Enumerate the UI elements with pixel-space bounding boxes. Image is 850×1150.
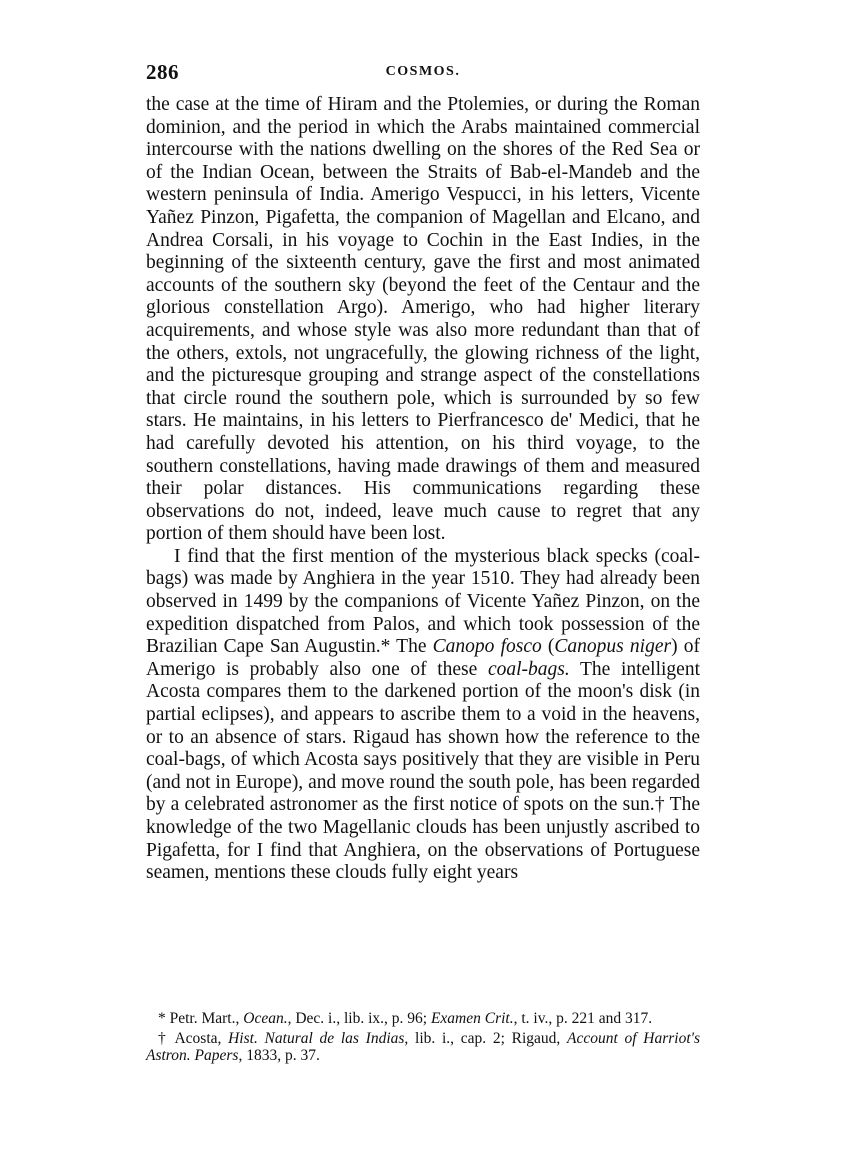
italic-text: coal-bags. xyxy=(487,658,570,680)
running-title: COSMOS. xyxy=(385,64,461,79)
italic-text: Canopus niger xyxy=(554,636,672,658)
footnote xyxy=(146,1010,700,1028)
text-run: ) of Amerigo is probably also one of these xyxy=(146,636,700,680)
text-run: † Acosta, xyxy=(158,1029,229,1047)
body-text xyxy=(146,94,700,885)
text-run: , Dec. i., lib. ix., p. 96; xyxy=(287,1010,431,1027)
paragraph xyxy=(146,546,700,885)
text-run: the case at the time of Hiram and the Ptolemies, or during the Roman dominion, and the period in which the Arabs maintained commercial intercourse with the nations dwelling on the shores of the Red Sea or of the Indian Ocean, between the Straits of Bab-el-Mandeb and the western peninsula of India. Amerigo Vespucci, in his letters, Vicente Yañez Pinzon, Pigafetta, the companion of Magellan and Elcano, and Andrea Corsali, in his voyage to Cochin in the East Indies, in the beginning of the sixteenth century, gave the first and most animated accounts of the southern sky (beyond the feet of the Centaur and the glorious constellation Argo). Amerigo, who had higher literary acquirements, and whose style was also more redundant than that of the others, extols, not ungracefully, the glowing richness of the light, and the picturesque grouping and strange aspect of the constellations that circle round the southern pole, which is surrounded by so few stars. He maintains, in his letters to Pierfrancesco de' Medici, that he had carefully devoted his attention, on his third voyage, to the southern constellations, having made drawings of them and measured their polar distances. His communications regarding these observations do not, indeed, leave much cause to regret that any portion of them should have been lost. xyxy=(146,94,700,545)
italic-text: Account of Harriot's Astron. Papers xyxy=(146,1029,701,1064)
page-number: 286 xyxy=(146,60,179,84)
text-run: * Petr. Mart., xyxy=(158,1010,244,1027)
italic-text: Hist. Natural de las Indias xyxy=(228,1029,405,1047)
text-run: , t. iv., p. 221 and 317. xyxy=(513,1010,653,1027)
text-run: ( xyxy=(541,636,555,658)
text-run: , 1833, p. 37. xyxy=(238,1047,320,1064)
italic-text: Ocean. xyxy=(243,1010,288,1027)
page-header xyxy=(146,60,700,90)
paragraph xyxy=(146,94,700,546)
italic-text: Canopo fosco xyxy=(432,636,542,658)
text-run: I find that the first mention of the mysterious black specks (coal-bags) was made by Anghiera in the year 1510. They had already been observed in 1499 by the companions of Vicente Yañez Pinzon, on the expedition dispatched from Palos, and which took possession of the Brazilian Cape San Augustin.* The xyxy=(146,545,700,658)
footnote xyxy=(146,1030,700,1065)
italic-text: Examen Crit. xyxy=(430,1010,514,1027)
text-run: The intelligent Acosta compares them to the darkened portion of the moon's disk (in partial eclipses), and appears to ascribe them to a void in the heavens, or to an absence of stars. Rigaud has shown how the reference to the coal-bags, of which Acosta says positively that they are visible in Peru (and not in Europe), and move round the south pole, has been regarded by a celebrated astronomer as the first notice of spots on the sun.† The knowledge of the two Magellanic clouds has been unjustly ascribed to Pigafetta, for I find that Anghiera, on the observations of Portuguese seamen, mentions these clouds fully eight years xyxy=(146,658,701,884)
text-run: , lib. i., cap. 2; Rigaud, xyxy=(404,1029,568,1047)
footnotes xyxy=(146,1010,700,1065)
